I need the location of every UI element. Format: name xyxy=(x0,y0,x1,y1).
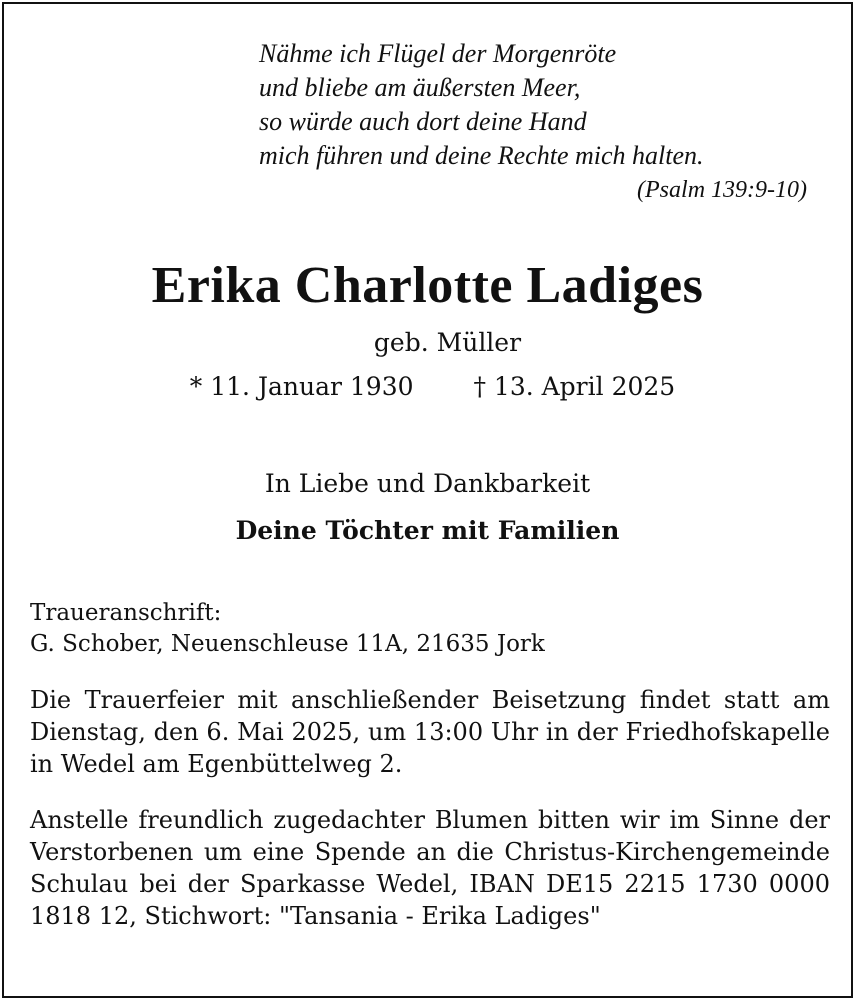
birth-date: * 11. Januar 1930 xyxy=(189,372,414,401)
dedication-text: In Liebe und Dankbarkeit xyxy=(264,469,591,498)
mourning-address xyxy=(30,598,830,660)
address-label: Traueranschrift: xyxy=(30,600,222,626)
verse-reference: (Psalm 139:9-10) xyxy=(637,177,807,203)
verse-line: mich führen und deine Rechte mich halten. xyxy=(259,141,704,170)
verse-line: Nähme ich Flügel der Morgenröte xyxy=(259,39,617,68)
death-date: † 13. April 2025 xyxy=(473,372,676,401)
life-dates xyxy=(4,372,851,401)
donation-paragraph: Anstelle freundlich zugedachter Blumen bitten wir im Sinne der Verstorbenen um eine Spende an die Christus-Kirchengemeinde Schulau bei der Sparkasse Wedel, IBAN DE15 2215 1730 0000 1818 12, Stichwort: "Tansania - Erika Ladiges" xyxy=(30,806,830,930)
bible-verse xyxy=(259,37,839,207)
verse-line: so würde auch dort deine Hand xyxy=(259,107,587,136)
deceased-name: Erika Charlotte Ladiges xyxy=(151,257,704,314)
address-value: G. Schober, Neuenschleuse 11A, 21635 Jork xyxy=(30,631,545,657)
obituary-notice xyxy=(2,2,853,998)
family-signature: Deine Töchter mit Familien xyxy=(235,516,620,545)
verse-line: und bliebe am äußersten Meer, xyxy=(259,73,581,102)
funeral-paragraph: Die Trauerfeier mit anschließender Beisetzung findet statt am Dienstag, den 6. Mai 2025, um 13:00 Uhr in der Friedhofskapelle in Wedel am Egenbüttelweg 2. xyxy=(30,686,830,778)
maiden-name: geb. Müller xyxy=(373,328,522,357)
